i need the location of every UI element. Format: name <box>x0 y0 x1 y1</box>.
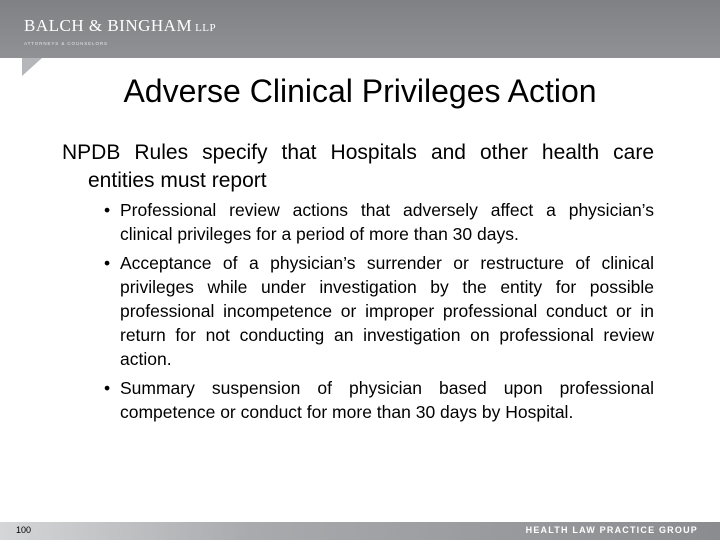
firm-logo <box>24 17 216 46</box>
page-number: 100 <box>16 525 32 535</box>
intro-paragraph <box>62 139 654 195</box>
bullet-list <box>100 198 654 429</box>
bullet-dot-icon: • <box>104 200 111 220</box>
intro-text: NPDB Rules specify that Hospitals and other health care entities must report <box>62 141 654 192</box>
firm-name: BALCH & BINGHAM <box>24 16 193 35</box>
bullet-item <box>100 376 654 424</box>
bullet-text: Professional review actions that adversely affect a physician’s clinical privileges for a period of more than 30 days. <box>120 200 654 244</box>
bullet-dot-icon: • <box>104 253 111 273</box>
slide-title: Adverse Clinical Privileges Action <box>123 73 597 109</box>
header-band <box>0 0 720 58</box>
firm-tagline: ATTORNEYS & COUNSELORS <box>24 41 108 46</box>
bullet-item <box>100 251 654 371</box>
firm-logo-name <box>24 17 216 37</box>
firm-suffix: LLP <box>195 22 217 34</box>
footer-practice-group: HEALTH LAW PRACTICE GROUP <box>525 525 698 535</box>
bullet-dot-icon: • <box>104 378 111 398</box>
bullet-item <box>100 198 654 246</box>
bullet-text: Acceptance of a physician’s surrender or restructure of clinical privileges while under investigation by the entity for possible professional incompetence or improper professional conduct or in return for not conducting an investigation on professional review action. <box>120 253 654 369</box>
bullet-text: Summary suspension of physician based upon professional competence or conduct for more than 30 days by Hospital. <box>120 378 654 422</box>
